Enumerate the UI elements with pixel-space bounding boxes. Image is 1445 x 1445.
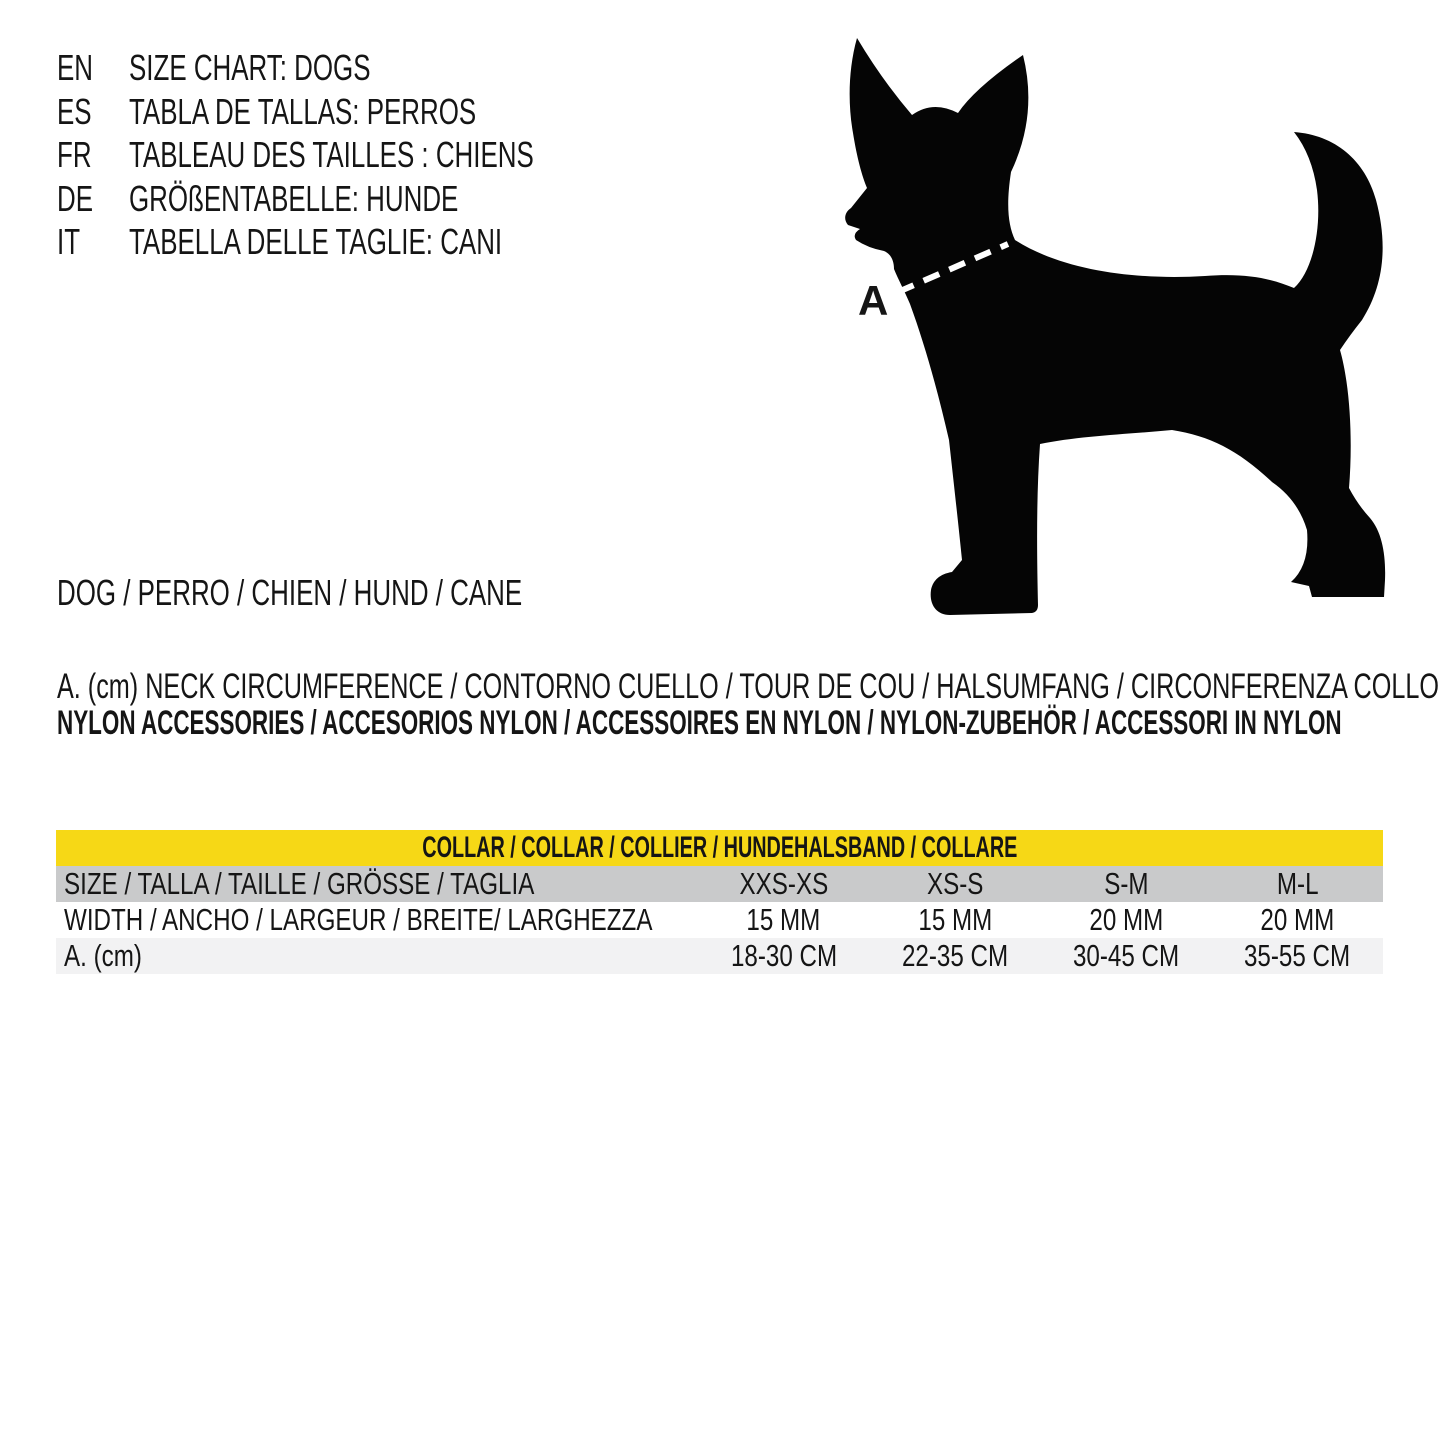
language-code: FR [57, 134, 92, 176]
language-row [57, 46, 677, 90]
material-note: NYLON ACCESSORIES / ACCESORIOS NYLON / ACCESSOIRES EN NYLON / NYLON-ZUBEHÖR / ACCESSORI IN NYLON [57, 704, 1342, 742]
language-title: SIZE CHART: DOGS [129, 47, 371, 88]
width-cell: 20 MM [1260, 902, 1335, 937]
language-title-list [57, 46, 677, 264]
size-row-label-cell: SIZE / TALLA / TAILLE / GRÖSSE / TAGLIA [64, 866, 535, 901]
neck-marker-a: A [858, 277, 889, 324]
language-row [57, 133, 677, 177]
width-cell: 20 MM [1089, 902, 1164, 937]
language-code: IT [57, 221, 81, 263]
size-cell: M-L [1276, 866, 1319, 901]
neck-range-cell: 22-35 CM [901, 938, 1009, 973]
language-title: TABELLA DELLE TAGLIE: CANI [129, 221, 503, 263]
measurement-note: A. (cm) NECK CIRCUMFERENCE / CONTORNO CUELLO / TOUR DE COU / HALSUMFANG / CIRCONFERENZA COLLO [57, 667, 1439, 706]
figure-caption: DOG / PERRO / CHIEN / HUND / CANE [57, 572, 523, 613]
size-cell: XS-S [926, 866, 984, 901]
dog-silhouette-figure [810, 20, 1440, 640]
table-header-row [56, 830, 1383, 866]
language-title: TABLEAU DES TAILLES : CHIENS [129, 134, 534, 176]
neck-range-cell: 30-45 CM [1073, 938, 1180, 973]
language-code: EN [57, 47, 94, 88]
language-row [57, 177, 677, 221]
width-row [56, 902, 1383, 938]
table-title-cell [56, 830, 1383, 866]
table-title: COLLAR / COLLAR / COLLIER / HUNDEHALSBAND / COLLARE [421, 831, 1018, 864]
neck-range-cell: 35-55 CM [1244, 938, 1351, 973]
neck-row-label-cell: A. (cm) [64, 938, 142, 973]
size-cell: XXS-XS [739, 866, 829, 901]
language-code: DE [57, 177, 94, 219]
language-title: TABLA DE TALLAS: PERROS [129, 90, 477, 132]
size-cell: S-M [1104, 866, 1149, 901]
dog-silhouette [845, 38, 1385, 615]
width-cell: 15 MM [918, 902, 992, 937]
language-code: ES [57, 90, 92, 132]
collar-size-table [56, 830, 1383, 974]
language-title: GRÖßENTABELLE: HUNDE [129, 177, 459, 219]
width-cell: 15 MM [746, 902, 821, 937]
language-row [57, 90, 677, 134]
neck-circumference-row [56, 938, 1383, 974]
size-row [56, 866, 1383, 902]
neck-range-cell: 18-30 CM [730, 938, 837, 973]
language-row [57, 220, 677, 264]
width-row-label-cell: WIDTH / ANCHO / LARGEUR / BREITE/ LARGHEZZA [64, 902, 653, 937]
